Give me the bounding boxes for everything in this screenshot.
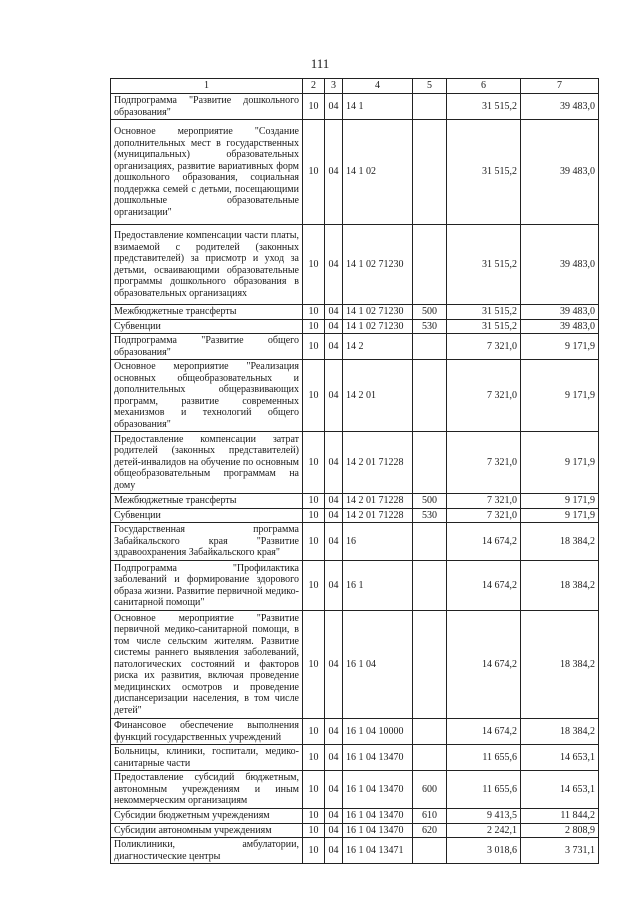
amount-col-7: 18 384,2 [521,719,599,745]
row-name: Субсидии автономным учреждениям [111,823,303,838]
expense-type-code: 530 [413,508,447,523]
target-article-code: 16 1 [343,561,413,611]
amount-col-6: 7 321,0 [447,508,521,523]
subsection-code: 04 [325,809,343,824]
column-header: 6 [447,79,521,94]
target-article-code: 14 1 02 [343,120,413,225]
amount-col-7: 39 483,0 [521,120,599,225]
table-row [111,809,599,824]
amount-col-7: 14 653,1 [521,771,599,809]
section-code: 10 [303,305,325,320]
row-name: Предоставление компенсации затрат родителей (законных представителей) детей-инвалидов на обучение по основным общеобразовательным программам на дому [111,432,303,494]
table-row [111,561,599,611]
amount-col-6: 7 321,0 [447,334,521,360]
section-code: 10 [303,611,325,719]
table-row [111,838,599,864]
row-name: Поликлиники, амбулатории, диагностические центры [111,838,303,864]
subsection-code: 04 [325,334,343,360]
section-code: 10 [303,745,325,771]
amount-col-7: 39 483,0 [521,305,599,320]
column-header: 1 [111,79,303,94]
column-header: 3 [325,79,343,94]
subsection-code: 04 [325,611,343,719]
table-row [111,771,599,809]
amount-col-7: 18 384,2 [521,561,599,611]
amount-col-7: 39 483,0 [521,94,599,120]
target-article-code: 16 1 04 10000 [343,719,413,745]
subsection-code: 04 [325,771,343,809]
amount-col-6: 3 018,6 [447,838,521,864]
table-body [111,94,599,864]
amount-col-7: 18 384,2 [521,611,599,719]
row-name: Основное мероприятие "Реализация основных общеобразовательных и дополнительных общеразвивающих программ, развитие современных механизмов и технологий общего образования" [111,360,303,432]
target-article-code: 14 1 02 71230 [343,225,413,305]
expense-type-code [413,334,447,360]
amount-col-6: 7 321,0 [447,360,521,432]
amount-col-6: 11 655,6 [447,745,521,771]
expense-type-code [413,719,447,745]
amount-col-6: 9 413,5 [447,809,521,824]
amount-col-7: 9 171,9 [521,360,599,432]
section-code: 10 [303,561,325,611]
amount-col-7: 9 171,9 [521,432,599,494]
amount-col-7: 9 171,9 [521,508,599,523]
section-code: 10 [303,432,325,494]
amount-col-6: 14 674,2 [447,561,521,611]
column-header: 7 [521,79,599,94]
table-row [111,611,599,719]
target-article-code: 14 2 01 71228 [343,508,413,523]
page-number: 111 [310,56,330,71]
amount-col-6: 7 321,0 [447,432,521,494]
table-row [111,823,599,838]
section-code: 10 [303,823,325,838]
amount-col-7: 14 653,1 [521,745,599,771]
section-code: 10 [303,523,325,561]
target-article-code: 14 1 02 71230 [343,319,413,334]
table-row [111,719,599,745]
amount-col-7: 2 808,9 [521,823,599,838]
target-article-code: 16 [343,523,413,561]
amount-col-6: 31 515,2 [447,120,521,225]
amount-col-7: 39 483,0 [521,225,599,305]
subsection-code: 04 [325,360,343,432]
table-row [111,523,599,561]
amount-col-6: 31 515,2 [447,94,521,120]
section-code: 10 [303,360,325,432]
row-name: Основное мероприятие "Развитие первичной медико-санитарной помощи, в том числе сельским жителям. Развитие системы раннего выявления заболеваний, патологических состояний и факторов риска их развития, включая проведение медицинских осмотров и проведение диспансеризации населения, в том числе детей" [111,611,303,719]
table-row [111,319,599,334]
expense-type-code: 500 [413,305,447,320]
expense-type-code [413,225,447,305]
amount-col-6: 11 655,6 [447,771,521,809]
row-name: Межбюджетные трансферты [111,494,303,509]
amount-col-7: 11 844,2 [521,809,599,824]
target-article-code: 16 1 04 13470 [343,823,413,838]
target-article-code: 16 1 04 13471 [343,838,413,864]
subsection-code: 04 [325,823,343,838]
amount-col-7: 18 384,2 [521,523,599,561]
table-row [111,305,599,320]
table-row [111,360,599,432]
expense-type-code [413,561,447,611]
section-code: 10 [303,334,325,360]
target-article-code: 14 1 02 71230 [343,305,413,320]
table-row [111,432,599,494]
target-article-code: 14 2 01 71228 [343,432,413,494]
column-header: 5 [413,79,447,94]
section-code: 10 [303,838,325,864]
amount-col-6: 2 242,1 [447,823,521,838]
amount-col-6: 14 674,2 [447,523,521,561]
subsection-code: 04 [325,838,343,864]
section-code: 10 [303,120,325,225]
target-article-code: 14 2 01 71228 [343,494,413,509]
row-name: Межбюджетные трансферты [111,305,303,320]
expense-type-code [413,523,447,561]
expense-type-code [413,838,447,864]
header-row [111,79,599,94]
table-row [111,94,599,120]
row-name: Больницы, клиники, госпитали, медико-санитарные части [111,745,303,771]
row-name: Подпрограмма "Развитие дошкольного образования" [111,94,303,120]
subsection-code: 04 [325,719,343,745]
expense-type-code: 620 [413,823,447,838]
subsection-code: 04 [325,94,343,120]
column-header: 4 [343,79,413,94]
row-name: Государственная программа Забайкальского края "Развитие здравоохранения Забайкальского края" [111,523,303,561]
section-code: 10 [303,94,325,120]
section-code: 10 [303,319,325,334]
amount-col-7: 9 171,9 [521,334,599,360]
row-name: Подпрограмма "Профилактика заболеваний и формирование здорового образа жизни. Развитие первичной медико-санитарной помощи" [111,561,303,611]
expense-type-code [413,94,447,120]
amount-col-7: 39 483,0 [521,319,599,334]
subsection-code: 04 [325,508,343,523]
target-article-code: 16 1 04 13470 [343,745,413,771]
expense-type-code [413,611,447,719]
expense-type-code [413,432,447,494]
table-row [111,225,599,305]
amount-col-7: 3 731,1 [521,838,599,864]
expense-type-code [413,745,447,771]
row-name: Субсидии бюджетным учреждениям [111,809,303,824]
table-row [111,494,599,509]
amount-col-6: 31 515,2 [447,319,521,334]
expense-type-code: 610 [413,809,447,824]
table-row [111,745,599,771]
row-name: Субвенции [111,508,303,523]
row-name: Подпрограмма "Развитие общего образования" [111,334,303,360]
target-article-code: 14 2 01 [343,360,413,432]
subsection-code: 04 [325,523,343,561]
amount-col-6: 31 515,2 [447,225,521,305]
section-code: 10 [303,719,325,745]
section-code: 10 [303,809,325,824]
subsection-code: 04 [325,494,343,509]
budget-table [110,78,599,864]
subsection-code: 04 [325,305,343,320]
target-article-code: 16 1 04 [343,611,413,719]
row-name: Предоставление компенсации части платы, взимаемой с родителей (законных представителей) за присмотр и уход за детьми, осваивающими образовательные программы дошкольного образования в образовательных организациях [111,225,303,305]
section-code: 10 [303,494,325,509]
subsection-code: 04 [325,745,343,771]
target-article-code: 14 1 [343,94,413,120]
table-row [111,334,599,360]
expense-type-code: 500 [413,494,447,509]
expense-type-code: 600 [413,771,447,809]
amount-col-7: 9 171,9 [521,494,599,509]
row-name: Основное мероприятие "Создание дополнительных мест в государственных (муниципальных) образовательных организациях, развитие вариативных форм дошкольного образования, социальная поддержка семей с детьми, посещающими дошкольные образовательные организации" [111,120,303,225]
amount-col-6: 31 515,2 [447,305,521,320]
target-article-code: 14 2 [343,334,413,360]
expense-type-code [413,360,447,432]
target-article-code: 16 1 04 13470 [343,771,413,809]
row-name: Финансовое обеспечение выполнения функций государственных учреждений [111,719,303,745]
row-name: Предоставление субсидий бюджетным, автономным учреждениям и иным некоммерческим организациям [111,771,303,809]
subsection-code: 04 [325,432,343,494]
subsection-code: 04 [325,561,343,611]
expense-type-code: 530 [413,319,447,334]
amount-col-6: 14 674,2 [447,611,521,719]
table-row [111,508,599,523]
table-row [111,120,599,225]
target-article-code: 16 1 04 13470 [343,809,413,824]
subsection-code: 04 [325,319,343,334]
section-code: 10 [303,771,325,809]
subsection-code: 04 [325,225,343,305]
amount-col-6: 7 321,0 [447,494,521,509]
expense-type-code [413,120,447,225]
subsection-code: 04 [325,120,343,225]
column-header: 2 [303,79,325,94]
row-name: Субвенции [111,319,303,334]
section-code: 10 [303,508,325,523]
section-code: 10 [303,225,325,305]
amount-col-6: 14 674,2 [447,719,521,745]
